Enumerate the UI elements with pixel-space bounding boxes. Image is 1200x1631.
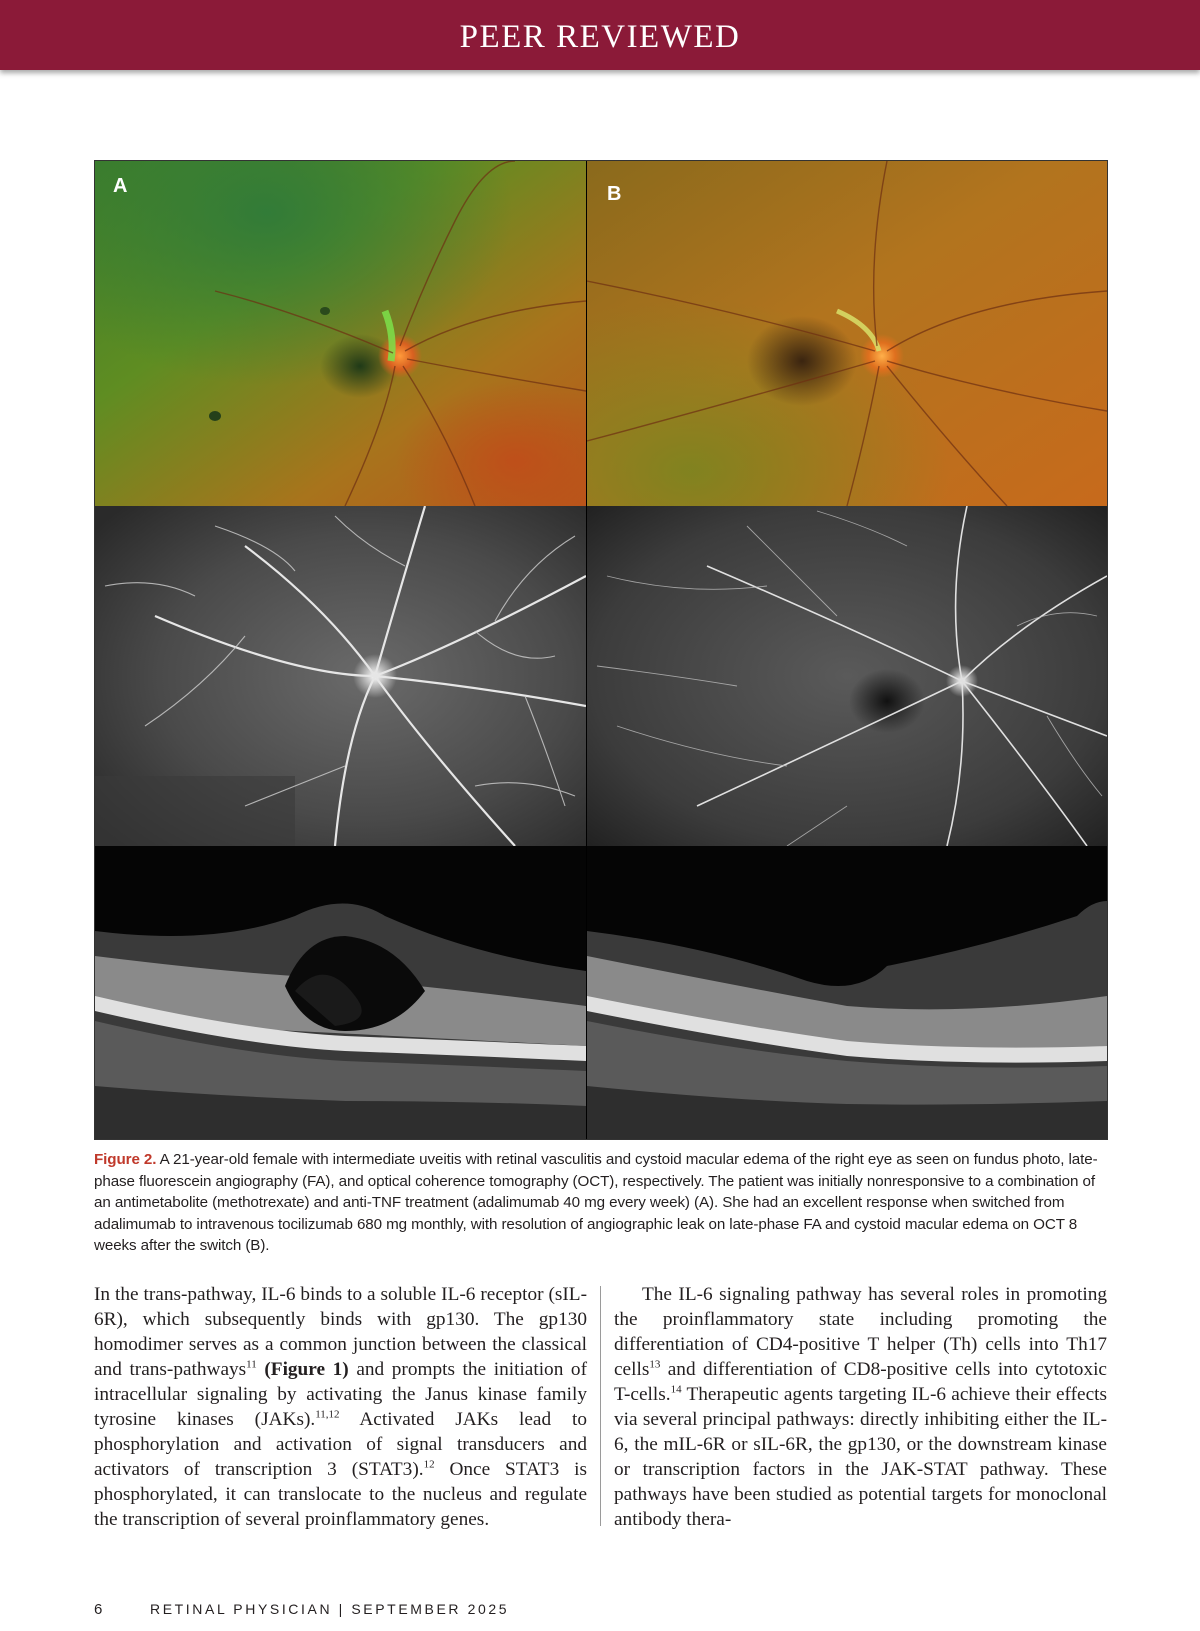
reference-superscript: 11,12 xyxy=(315,1408,340,1421)
figure-caption-text: A 21-year-old female with intermediate uveitis with retinal vasculitis and cystoid macular edema of the right eye as seen on fundus photo, late-phase fluorescein angiography (FA), and optical coherence tomography (OCT), respectively. The patient was initially nonresponsive to a combination of an antimetabolite (methotrexate) and anti-TNF treatment (adalimumab 40 mg every week) (A). She had an excellent response when switched from adalimumab to intravenous tocilizumab 680 mg monthly, with resolution of angiographic leak on late-phase FA and cystoid macular edema on OCT 8 weeks after the switch (B). xyxy=(94,1151,1098,1254)
body-text: and differentiation of CD8-positive cells into cytotoxic T-cells. xyxy=(614,1359,1107,1405)
section-banner xyxy=(0,0,1200,70)
body-column-left xyxy=(94,1282,587,1532)
reference-superscript: 12 xyxy=(423,1458,435,1471)
figure-2-image-grid xyxy=(94,160,1108,1140)
reference-superscript: 14 xyxy=(670,1383,682,1396)
fluorescein-angiography-b xyxy=(587,506,1107,846)
publication-name: RETINAL PHYSICIAN | SEPTEMBER 2025 xyxy=(150,1601,510,1617)
body-text: In the trans-pathway, IL-6 binds to a soluble IL-6 receptor (sIL-6R), which subsequently binds with gp130. The gp130 homodimer serves as a common junction between the classical and trans-pathways xyxy=(94,1284,587,1380)
page-number: 6 xyxy=(94,1601,103,1618)
panel-label-a: A xyxy=(113,175,128,197)
banner-title: PEER REVIEWED xyxy=(459,18,741,55)
body-paragraph xyxy=(614,1282,1107,1532)
reference-superscript: 13 xyxy=(649,1358,661,1371)
body-paragraph xyxy=(94,1282,587,1532)
body-text: and prompts the initiation of intracellular signaling by activating the Janus kinase family tyrosine kinases (JAKs). xyxy=(94,1359,587,1430)
panel-label-b: B xyxy=(607,183,622,205)
oct-scan-b xyxy=(587,846,1107,1139)
figure-caption xyxy=(94,1149,1106,1257)
body-text: Once STAT3 is phosphorylated, it can translocate to the nucleus and regulate the transcription of several proinflammatory genes. xyxy=(94,1459,587,1530)
fundus-photo-a xyxy=(95,161,586,506)
body-text: Therapeutic agents targeting IL-6 achieve their effects via several principal pathways: directly inhibiting either the IL-6, the mIL-6R or sIL-6R, the gp130, or the downstream kinase or transcription factors in the JAK-STAT pathway. These pathways have been studied as potential targets for monoclonal antibody thera- xyxy=(614,1384,1107,1530)
fluorescein-angiography-a xyxy=(95,506,586,846)
fundus-photo-b xyxy=(587,161,1107,506)
body-text: Activated JAKs lead to phosphorylation and activation of signal transducers and activators of transcription 3 (STAT3). xyxy=(94,1409,587,1480)
body-text: The IL-6 signaling pathway has several roles in promoting the proinflammatory state including promoting the differentiation of CD4-positive T helper (Th) cells into Th17 cells xyxy=(614,1284,1107,1380)
body-column-right xyxy=(614,1282,1107,1532)
reference-superscript: 11 xyxy=(246,1358,257,1371)
figure-reference: (Figure 1) xyxy=(256,1359,349,1380)
figure-caption-label: Figure 2. xyxy=(94,1151,157,1168)
column-divider xyxy=(600,1286,601,1526)
oct-scan-a xyxy=(95,846,586,1139)
